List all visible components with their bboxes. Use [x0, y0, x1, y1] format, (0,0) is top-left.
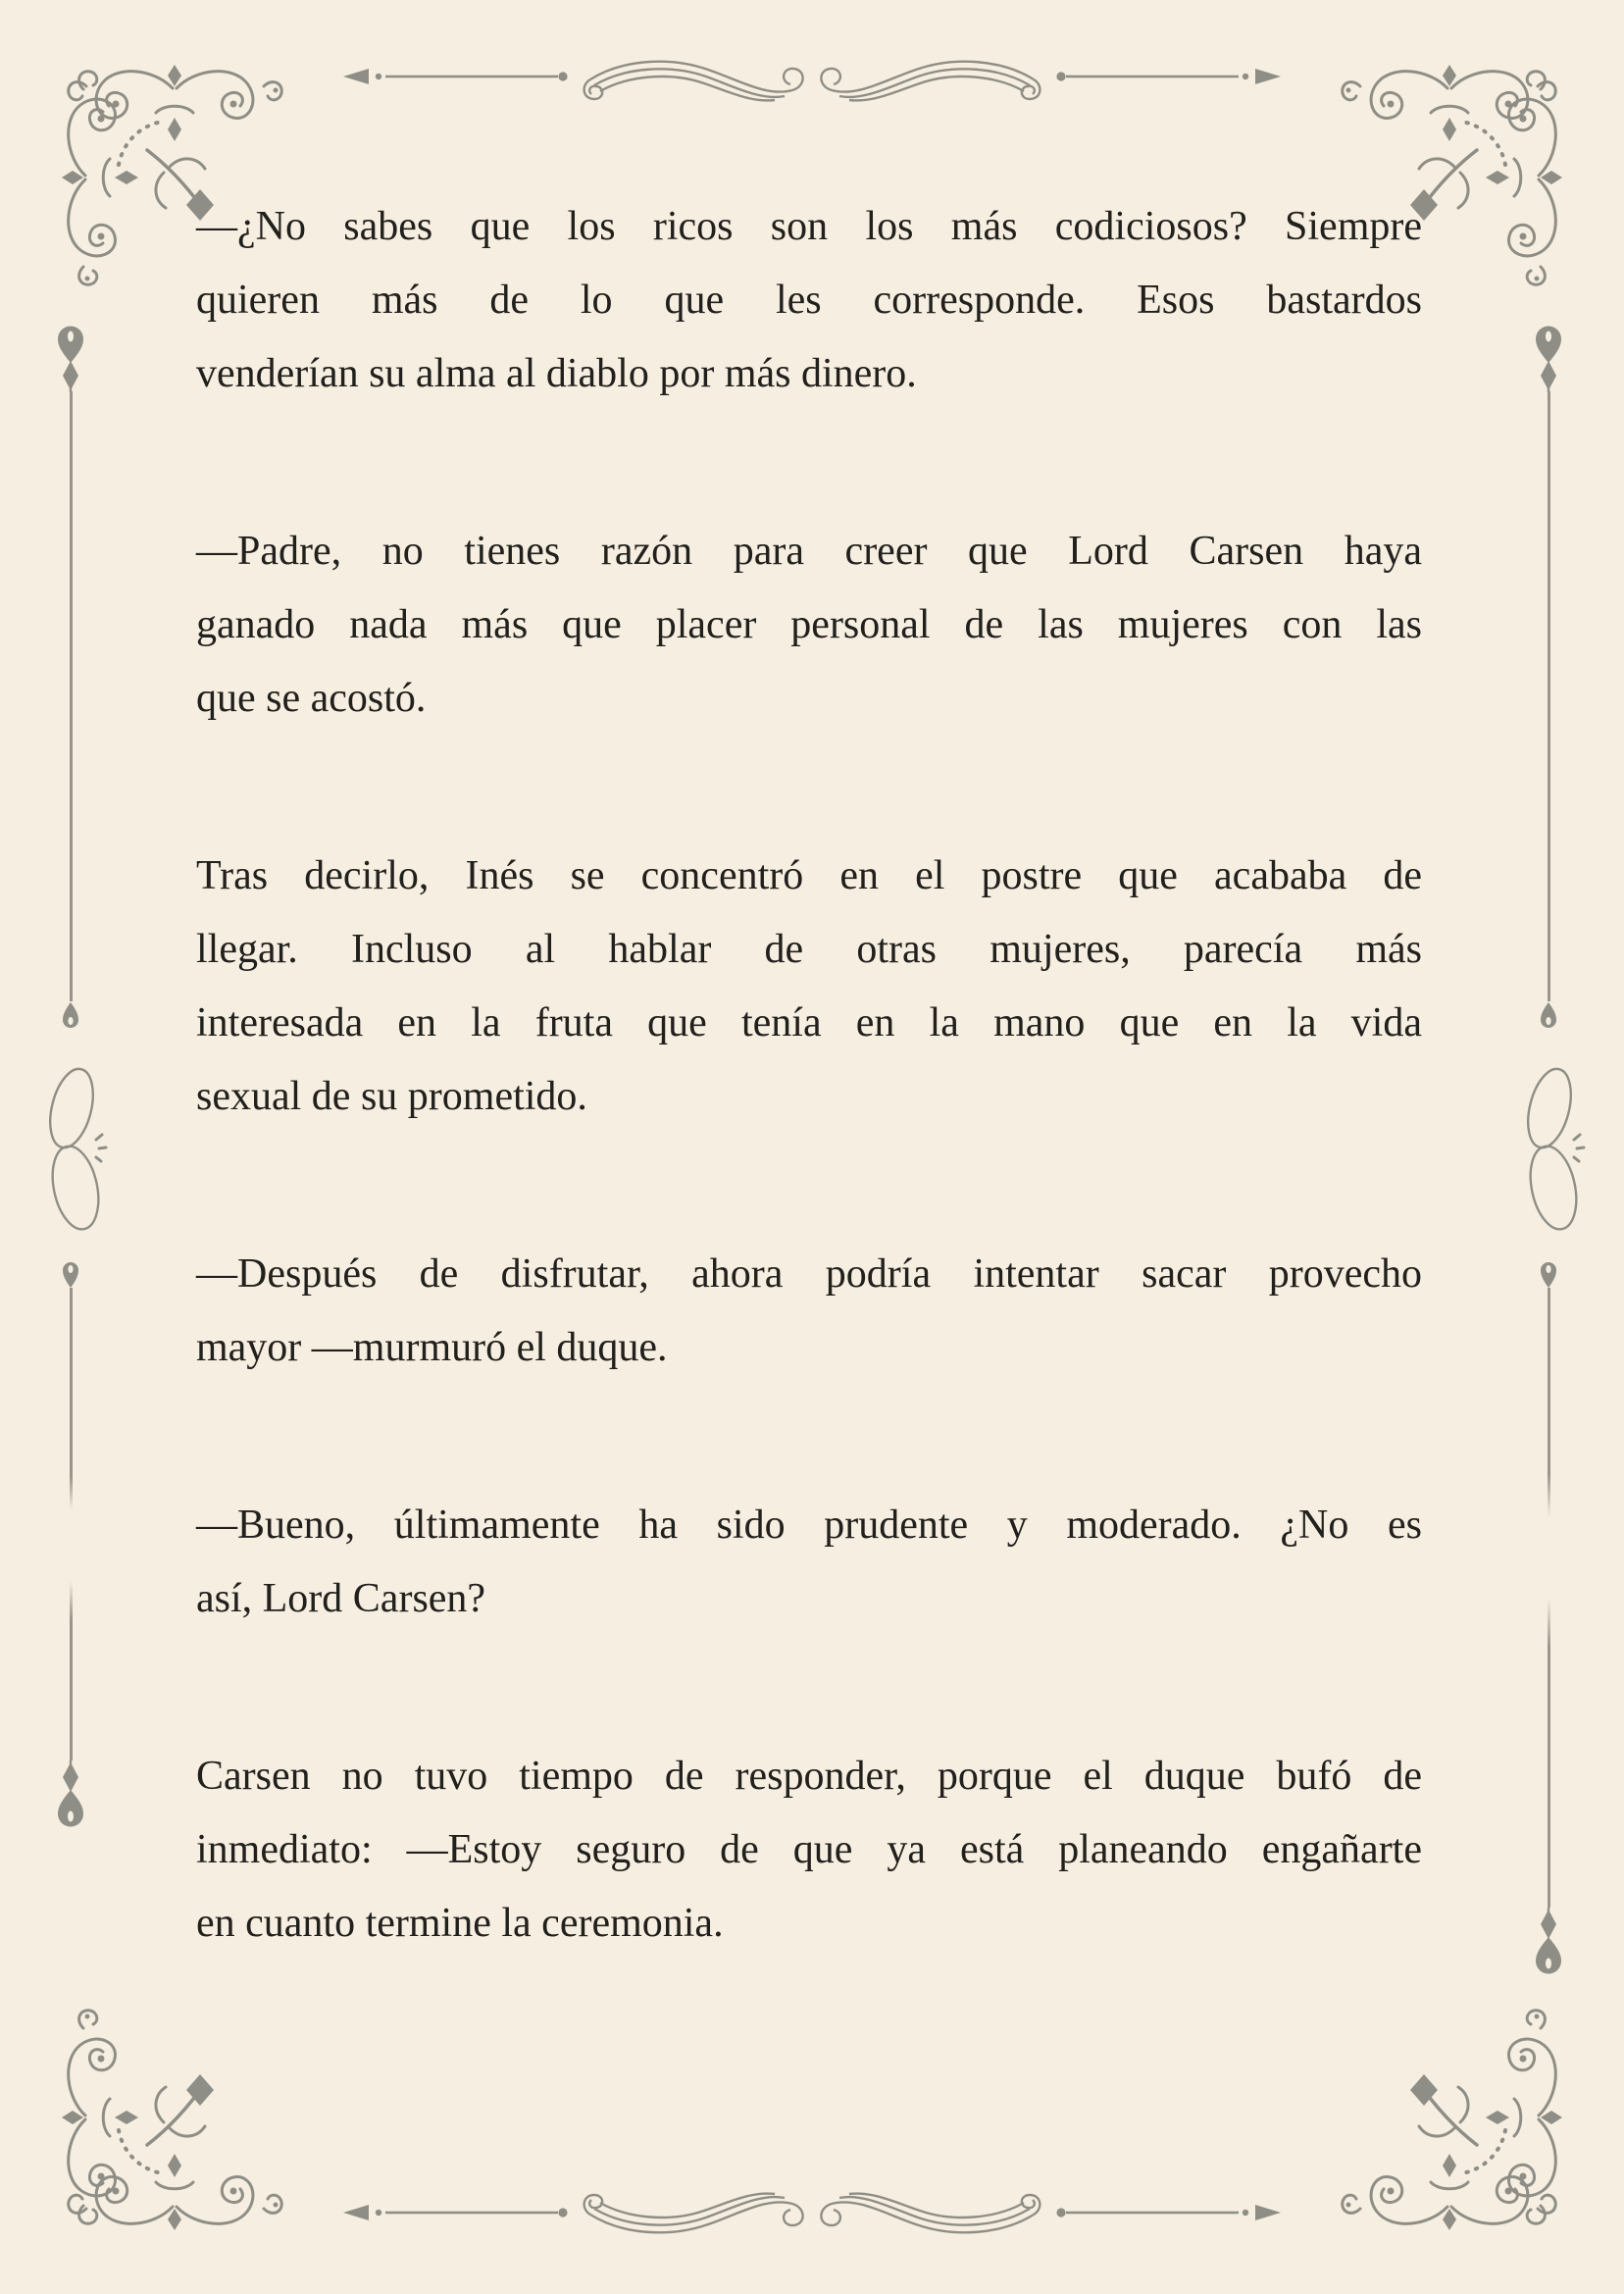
border-finial-icon	[53, 322, 88, 392]
corner-flourish-icon	[54, 2003, 289, 2238]
paragraph	[196, 190, 1422, 411]
border-finial-icon	[53, 1760, 88, 1831]
text-line: mayor —murmuró el duque.	[196, 1325, 668, 1370]
divider-arrow-icon	[1055, 66, 1283, 87]
text-content	[196, 190, 1422, 1961]
paragraph	[196, 1740, 1422, 1961]
border-finial-icon	[1531, 322, 1566, 392]
text-line: llegar. Incluso al hablar de otras mujeres, parecía más	[196, 927, 1422, 972]
paragraph	[196, 515, 1422, 736]
border-teardrop-icon	[1538, 1001, 1559, 1031]
text-line: —Padre, no tienes razón para creer que Lord Carsen haya	[196, 529, 1422, 574]
divider-swash-icon	[812, 46, 1049, 107]
divider-swash-icon	[575, 46, 812, 107]
border-line	[1548, 1288, 1550, 1908]
divider-arrow-icon	[341, 66, 569, 87]
text-line: —Bueno, últimamente ha sido prudente y moderado. ¿No es	[196, 1503, 1422, 1548]
infinity-flourish-icon	[41, 1063, 110, 1236]
text-line: —Después de disfrutar, ahora podría intentar sacar provecho	[196, 1251, 1422, 1297]
text-line: inmediato: —Estoy seguro de que ya está planeando engañarte	[196, 1827, 1422, 1872]
border-teardrop-icon	[1538, 1259, 1559, 1289]
text-line: —¿No sabes que los ricos son los más codiciosos? Siempre	[196, 204, 1422, 249]
text-line: Tras decirlo, Inés se concentró en el postre que acababa de	[196, 853, 1422, 898]
divider-arrow-icon	[1055, 2202, 1283, 2223]
border-finial-icon	[1531, 1908, 1566, 1978]
border-teardrop-icon	[60, 1259, 81, 1289]
text-line: sexual de su prometido.	[196, 1074, 587, 1119]
text-line: así, Lord Carsen?	[196, 1576, 486, 1621]
text-line: que se acostó.	[196, 676, 427, 721]
paragraph	[196, 1489, 1422, 1636]
divider-arrow-icon	[341, 2202, 569, 2223]
text-line: en cuanto termine la ceremonia.	[196, 1901, 724, 1946]
border-line	[1548, 391, 1550, 1001]
paragraph	[196, 1238, 1422, 1385]
infinity-flourish-icon	[1519, 1063, 1588, 1236]
paragraph	[196, 840, 1422, 1134]
divider-swash-icon	[575, 2187, 812, 2248]
border-line	[70, 1288, 73, 1760]
text-line: interesada en la fruta que tenía en la mano que en la vida	[196, 1000, 1422, 1045]
border-line	[70, 391, 73, 1001]
text-line: ganado nada más que placer personal de las mujeres con las	[196, 602, 1422, 647]
text-line: quieren más de lo que les corresponde. Esos bastardos	[196, 278, 1422, 323]
text-line: venderían su alma al diablo por más dinero.	[196, 351, 917, 396]
text-line: Carsen no tuvo tiempo de responder, porque el duque bufó de	[196, 1754, 1422, 1799]
border-teardrop-icon	[60, 1001, 81, 1031]
corner-flourish-icon	[1335, 2003, 1570, 2238]
divider-swash-icon	[812, 2187, 1049, 2248]
